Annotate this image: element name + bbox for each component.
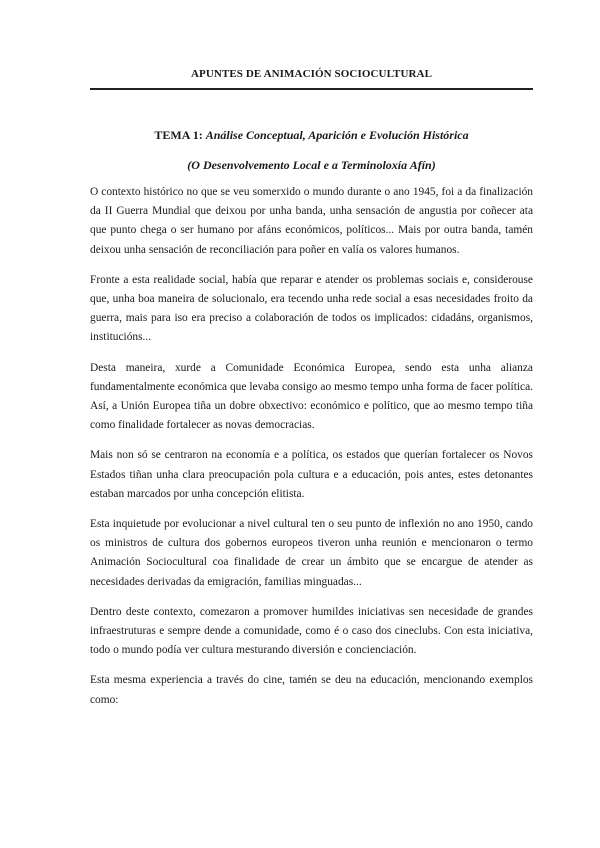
body-paragraph: Mais non só se centraron na economía e a política, os estados que querían fortalecer os Novos Estados tiñan unha clara preocupación pola cultura e a educación, pois antes, estes detonantes estaban marcados por unha concepción elitista. [90, 449, 533, 500]
topic-label: TEMA 1: [154, 128, 203, 142]
topic-heading [90, 128, 533, 143]
body-paragraph: Fronte a esta realidade social, había que reparar e atender os problemas sociais e, considerouse que, unha boa maneira de solucionalo, era tecendo unha rede social a esas necesidades froito da guerra, mais para iso era preciso a colaboración de todos os implicados: cidadáns, organismos, institucións... [90, 273, 533, 344]
document-header-title: APUNTES DE ANIMACIÓN SOCIOCULTURAL [190, 68, 433, 80]
document-body [90, 183, 533, 721]
body-paragraph: O contexto histórico no que se veu somerxido o mundo durante o ano 1945, foi a da finalización da II Guerra Mundial que deixou por unha banda, unha sensación de angustia por coñecer ata que punto chega o ser humano por afáns económicos, políticos... Mais por outra banda, tamén deixou unha sensación de reconciliación para poñer en valía os valores humanos. [90, 186, 533, 256]
topic-subtitle: (O Desenvolvemento Local e a Terminoloxía Afín) [187, 158, 436, 172]
body-paragraph: Dentro deste contexto, comezaron a promover humildes iniciativas sen necesidade de grandes infraestruturas e sempre dende a comunidade, como é o caso dos cineclubs. Con esta iniciativa, todo o mundo podía ver cultura mesturando diversión e concienciación. [90, 605, 533, 657]
topic-subject: Análise Conceptual, Aparición e Evolución Histórica [205, 128, 469, 142]
body-paragraph: Desta maneira, xurde a Comunidade Económica Europea, sendo esta unha alianza fundamentalmente económica que levaba consigo ao mesmo tempo unha forma de facer política. Así, a Unión Europea tiña un dobre obxectivo: económico e político, que ao mesmo tempo tiña como finalidade fortalecer as novas democracias. [90, 361, 533, 432]
body-paragraph: Esta mesma experiencia a través do cine, tamén se deu na educación, mencionando exemplos como: [90, 674, 533, 706]
header-divider [90, 88, 533, 90]
body-paragraph: Esta inquietude por evolucionar a nivel cultural ten o seu punto de inflexión no ano 1950, cando os ministros de cultura dos gobernos europeos tiveron unha reunión e mencionaron o termo Animación Sociocultural coa finalidade de crear un ámbito que se encargue de atender as necesidades derivadas da emigración, familias minguadas... [90, 518, 533, 588]
